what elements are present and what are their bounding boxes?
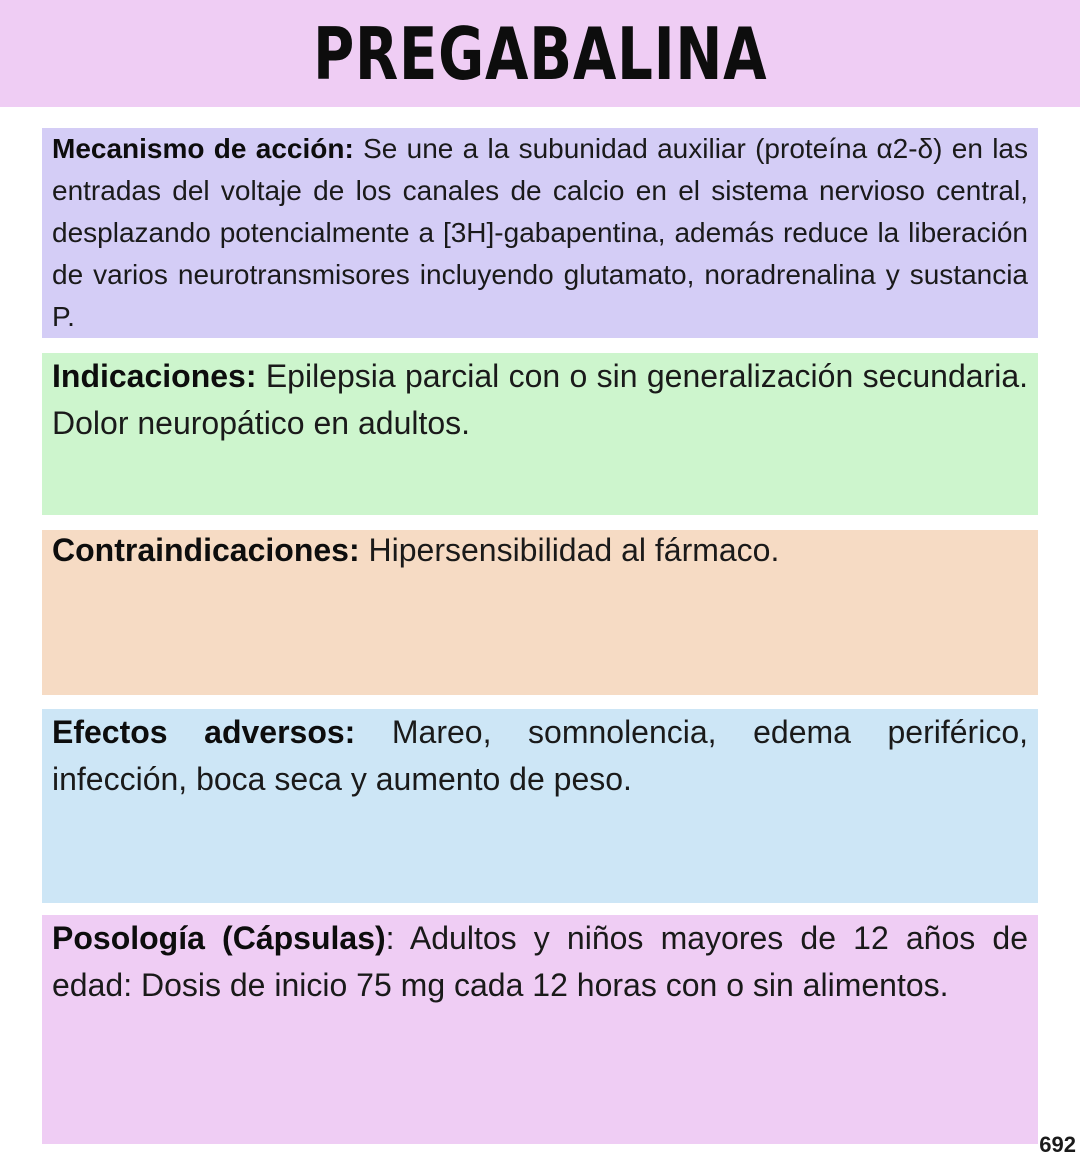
contraindications-text: Hipersensibilidad al fármaco. xyxy=(359,532,780,568)
page-title: PREGABALINA xyxy=(312,11,768,96)
title-banner xyxy=(0,0,1080,107)
indications-label: Indicaciones: xyxy=(52,358,257,394)
adverse-effects-section xyxy=(42,709,1038,903)
contraindications-label: Contraindicaciones: xyxy=(52,532,360,568)
indications-section xyxy=(42,353,1038,515)
mechanism-section xyxy=(42,128,1038,338)
dosage-paragraph xyxy=(52,915,1028,1009)
mechanism-label: Mecanismo de acción: xyxy=(52,133,354,164)
indications-text: Epilepsia parcial con o sin generalización secundaria. Dolor neuropático en adultos. xyxy=(52,358,1028,441)
adverse-effects-paragraph xyxy=(52,709,1028,803)
contraindications-section xyxy=(42,530,1038,695)
mechanism-text: Se une a la subunidad auxiliar (proteína α2-δ) en las entradas del voltaje de los canales de calcio en el sistema nervioso central, desplazando potencialmente a [3H]-gabapentina, además reduce la liberación de varios neurotransmisores incluyendo glutamato, noradrenalina y sustancia P. xyxy=(52,133,1028,332)
contraindications-paragraph xyxy=(52,530,1028,570)
mechanism-paragraph xyxy=(52,128,1028,338)
dosage-section xyxy=(42,915,1038,1144)
indications-paragraph xyxy=(52,353,1028,447)
adverse-effects-text: Mareo, somnolencia, edema periférico, infección, boca seca y aumento de peso. xyxy=(52,714,1028,797)
dosage-text: : Adultos y niños mayores de 12 años de edad: Dosis de inicio 75 mg cada 12 horas con o sin alimentos. xyxy=(52,920,1028,1003)
adverse-effects-label: Efectos adversos: xyxy=(52,714,356,750)
dosage-label: Posología (Cápsulas) xyxy=(52,920,386,956)
page-number: 692 xyxy=(1039,1132,1076,1157)
